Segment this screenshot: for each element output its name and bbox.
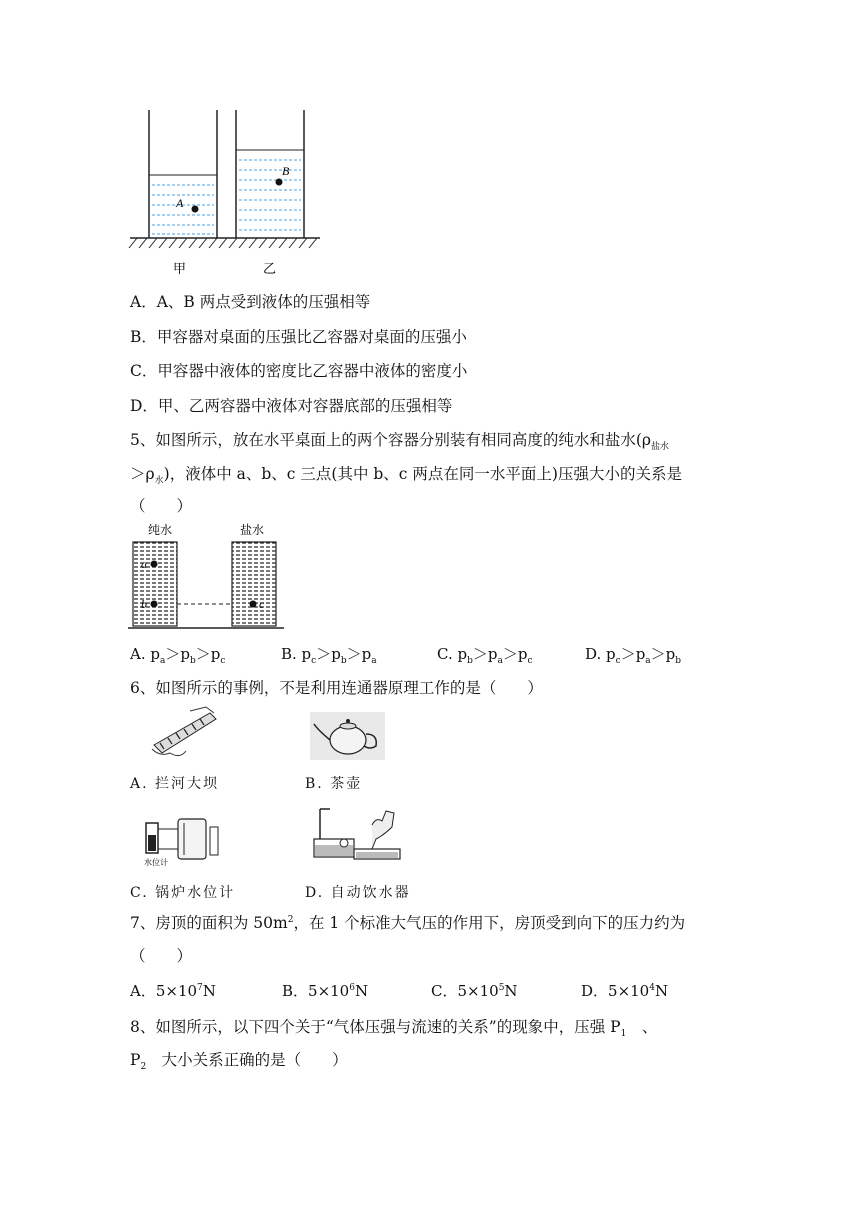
point-a-label: a — [141, 557, 147, 571]
q6-caption-c: C. 锅炉水位计 — [130, 885, 236, 901]
point-c-label: c — [259, 597, 265, 611]
container-jia-label: 甲 — [173, 262, 187, 277]
boiler-gauge-image — [140, 815, 225, 867]
salt-water-label: 盐水 — [240, 523, 265, 537]
auto-waterer-image — [310, 805, 405, 865]
q7-option-a: A．$5\times 10^7N$ — [130, 982, 216, 1000]
q5-stem-line2: $>\rho_水$)，液体中 a、b、c 三点(其中 b、c 两点在同一水平面上)压强大小的关系是 — [130, 465, 682, 487]
q5-stem-line3: （ ） — [130, 497, 193, 515]
q4-option-c: C．甲容器中液体的密度比乙容器中液体的密度小 — [130, 362, 468, 380]
q7-option-b: B．$5\times 10^6N$ — [282, 982, 369, 1000]
q5-option-a: A. $p_a>p_b>p_c$ — [130, 645, 226, 666]
water-saltwater-figure — [128, 518, 288, 636]
q6-caption-d: D. 自动饮水器 — [305, 885, 411, 901]
q5-option-b: B. $p_c>p_b>p_a$ — [281, 645, 377, 666]
q5-option-c: C. $p_b>p_a>p_c$ — [437, 645, 533, 666]
gauge-label: 水位计 — [144, 858, 168, 867]
q5-option-d: D. $p_c>p_a>p_b$ — [585, 645, 682, 666]
q7-stem-line2: （ ） — [130, 947, 193, 965]
point-a-label: A — [176, 196, 184, 210]
q6-caption-b: B. 茶壶 — [305, 776, 363, 792]
q7-option-c: C．$5\times 10^5N$ — [431, 982, 518, 1000]
point-b-label: b — [141, 597, 147, 611]
teapot-image — [310, 712, 385, 760]
q8-stem: 8、如图所示，以下四个关于“气体压强与流速的关系”的现象中，压强 $P_1$ 、 — [130, 1018, 658, 1040]
q7-stem: 7、房顶的面积为 $50m^2$，在 1 个标准大气压的作用下，房顶受到向下的压力约为 — [130, 914, 686, 932]
q4-option-a: A．A、B 两点受到液体的压强相等 — [130, 293, 371, 311]
q7-option-d: D．$5\times 10^4N$ — [581, 982, 669, 1000]
pure-water-label: 纯水 — [148, 523, 173, 537]
q5-stem-line1: 5、如图所示，放在水平桌面上的两个容器分别装有相同高度的纯水和盐水($\rho_{盐水}$ — [130, 431, 670, 453]
q6-caption-a: A. 拦河大坝 — [130, 776, 220, 792]
dam-image — [150, 705, 218, 760]
q8-stem-line2: $P_2$ 大小关系正确的是（ ） — [130, 1051, 348, 1073]
q4-option-b: B．甲容器对桌面的压强比乙容器对桌面的压强小 — [130, 328, 467, 346]
point-b-label: B — [282, 164, 290, 178]
q6-stem: 6、如图所示的事例，不是利用连通器原理工作的是（ ） — [130, 679, 543, 697]
two-containers-figure — [125, 105, 330, 280]
q4-option-d: D．甲、乙两容器中液体对容器底部的压强相等 — [130, 397, 453, 415]
container-yi-label: 乙 — [263, 262, 277, 277]
